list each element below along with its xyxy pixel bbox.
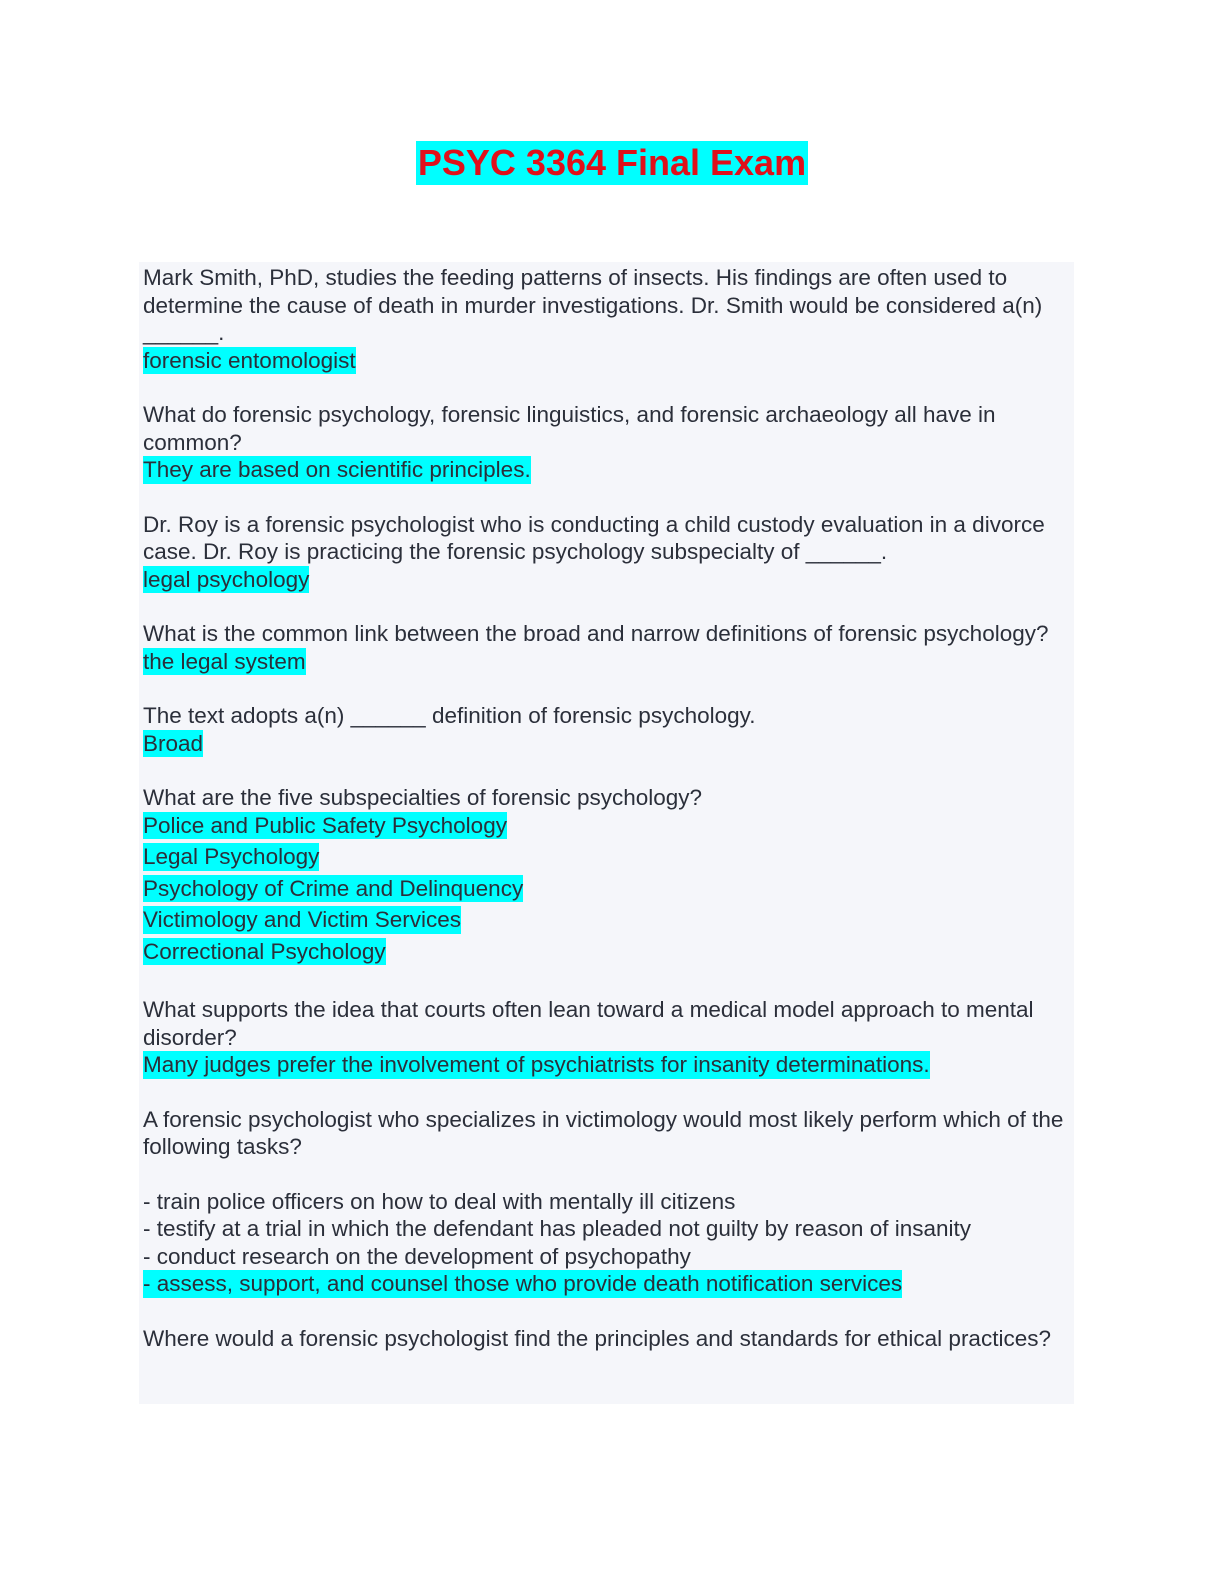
qa-item-5 — [143, 702, 1068, 757]
qa-item-3 — [143, 511, 1068, 594]
answer-1: forensic entomologist — [143, 347, 356, 373]
question-5: The text adopts a(n) ______ definition of forensic psychology. — [143, 703, 756, 728]
qa-item-6 — [143, 784, 1068, 969]
answer-6-5: Correctional Psychology — [143, 938, 386, 964]
spacer — [143, 1161, 1068, 1188]
answer-6-1: Police and Public Safety Psychology — [143, 812, 507, 838]
answer-6-3: Psychology of Crime and Delinquency — [143, 875, 524, 901]
answer-6-4: Victimology and Victim Services — [143, 907, 462, 932]
qa-item-4 — [143, 620, 1068, 675]
answer-6-2: Legal Psychology — [143, 844, 320, 869]
qa-item-8 — [143, 1106, 1068, 1298]
answer-4: the legal system — [143, 648, 306, 674]
qa-content — [143, 264, 1068, 1379]
question-9: Where would a forensic psychologist find the principles and standards for ethical practices? — [143, 1325, 1051, 1351]
question-7: What supports the idea that courts often lean toward a medical model approach to mental disorder? — [143, 997, 1034, 1050]
option-8-2: - testify at a trial in which the defendant has pleaded not guilty by reason of insanity — [143, 1216, 971, 1241]
answer-7: Many judges prefer the involvement of psychiatrists for insanity determinations. — [143, 1052, 930, 1077]
document-title: PSYC 3364 Final Exam — [417, 142, 807, 183]
question-8: A forensic psychologist who specializes in victimology would most likely perform which of the following tasks? — [143, 1106, 1064, 1159]
answer-2: They are based on scientific principles. — [143, 457, 531, 482]
question-3: Dr. Roy is a forensic psychologist who is conducting a child custody evaluation in a divorce case. Dr. Roy is practicing the forensic psychology subspecialty of ______. — [143, 511, 1045, 564]
qa-item-7 — [143, 996, 1068, 1079]
qa-item-9 — [143, 1325, 1068, 1353]
option-8-1: - train police officers on how to deal with mentally ill citizens — [143, 1188, 736, 1214]
question-2: What do forensic psychology, forensic linguistics, and forensic archaeology all have in common? — [143, 402, 996, 455]
option-8-3: - conduct research on the development of psychopathy — [143, 1243, 691, 1269]
answer-5: Broad — [143, 730, 204, 756]
answer-3: legal psychology — [143, 566, 310, 592]
question-4: What is the common link between the broad and narrow definitions of forensic psychology? — [143, 621, 1049, 646]
title-container — [0, 141, 1224, 185]
question-6: What are the five subspecialties of forensic psychology? — [143, 785, 703, 810]
answer-list-6 — [143, 812, 1068, 970]
answer-8: - assess, support, and counsel those who provide death notification services — [143, 1271, 903, 1296]
qa-item-1 — [143, 264, 1068, 374]
qa-item-2 — [143, 401, 1068, 484]
question-1: Mark Smith, PhD, studies the feeding patterns of insects. His findings are often used to determine the cause of death in murder investigations. Dr. Smith would be considered a(n) ______. — [143, 265, 1043, 345]
